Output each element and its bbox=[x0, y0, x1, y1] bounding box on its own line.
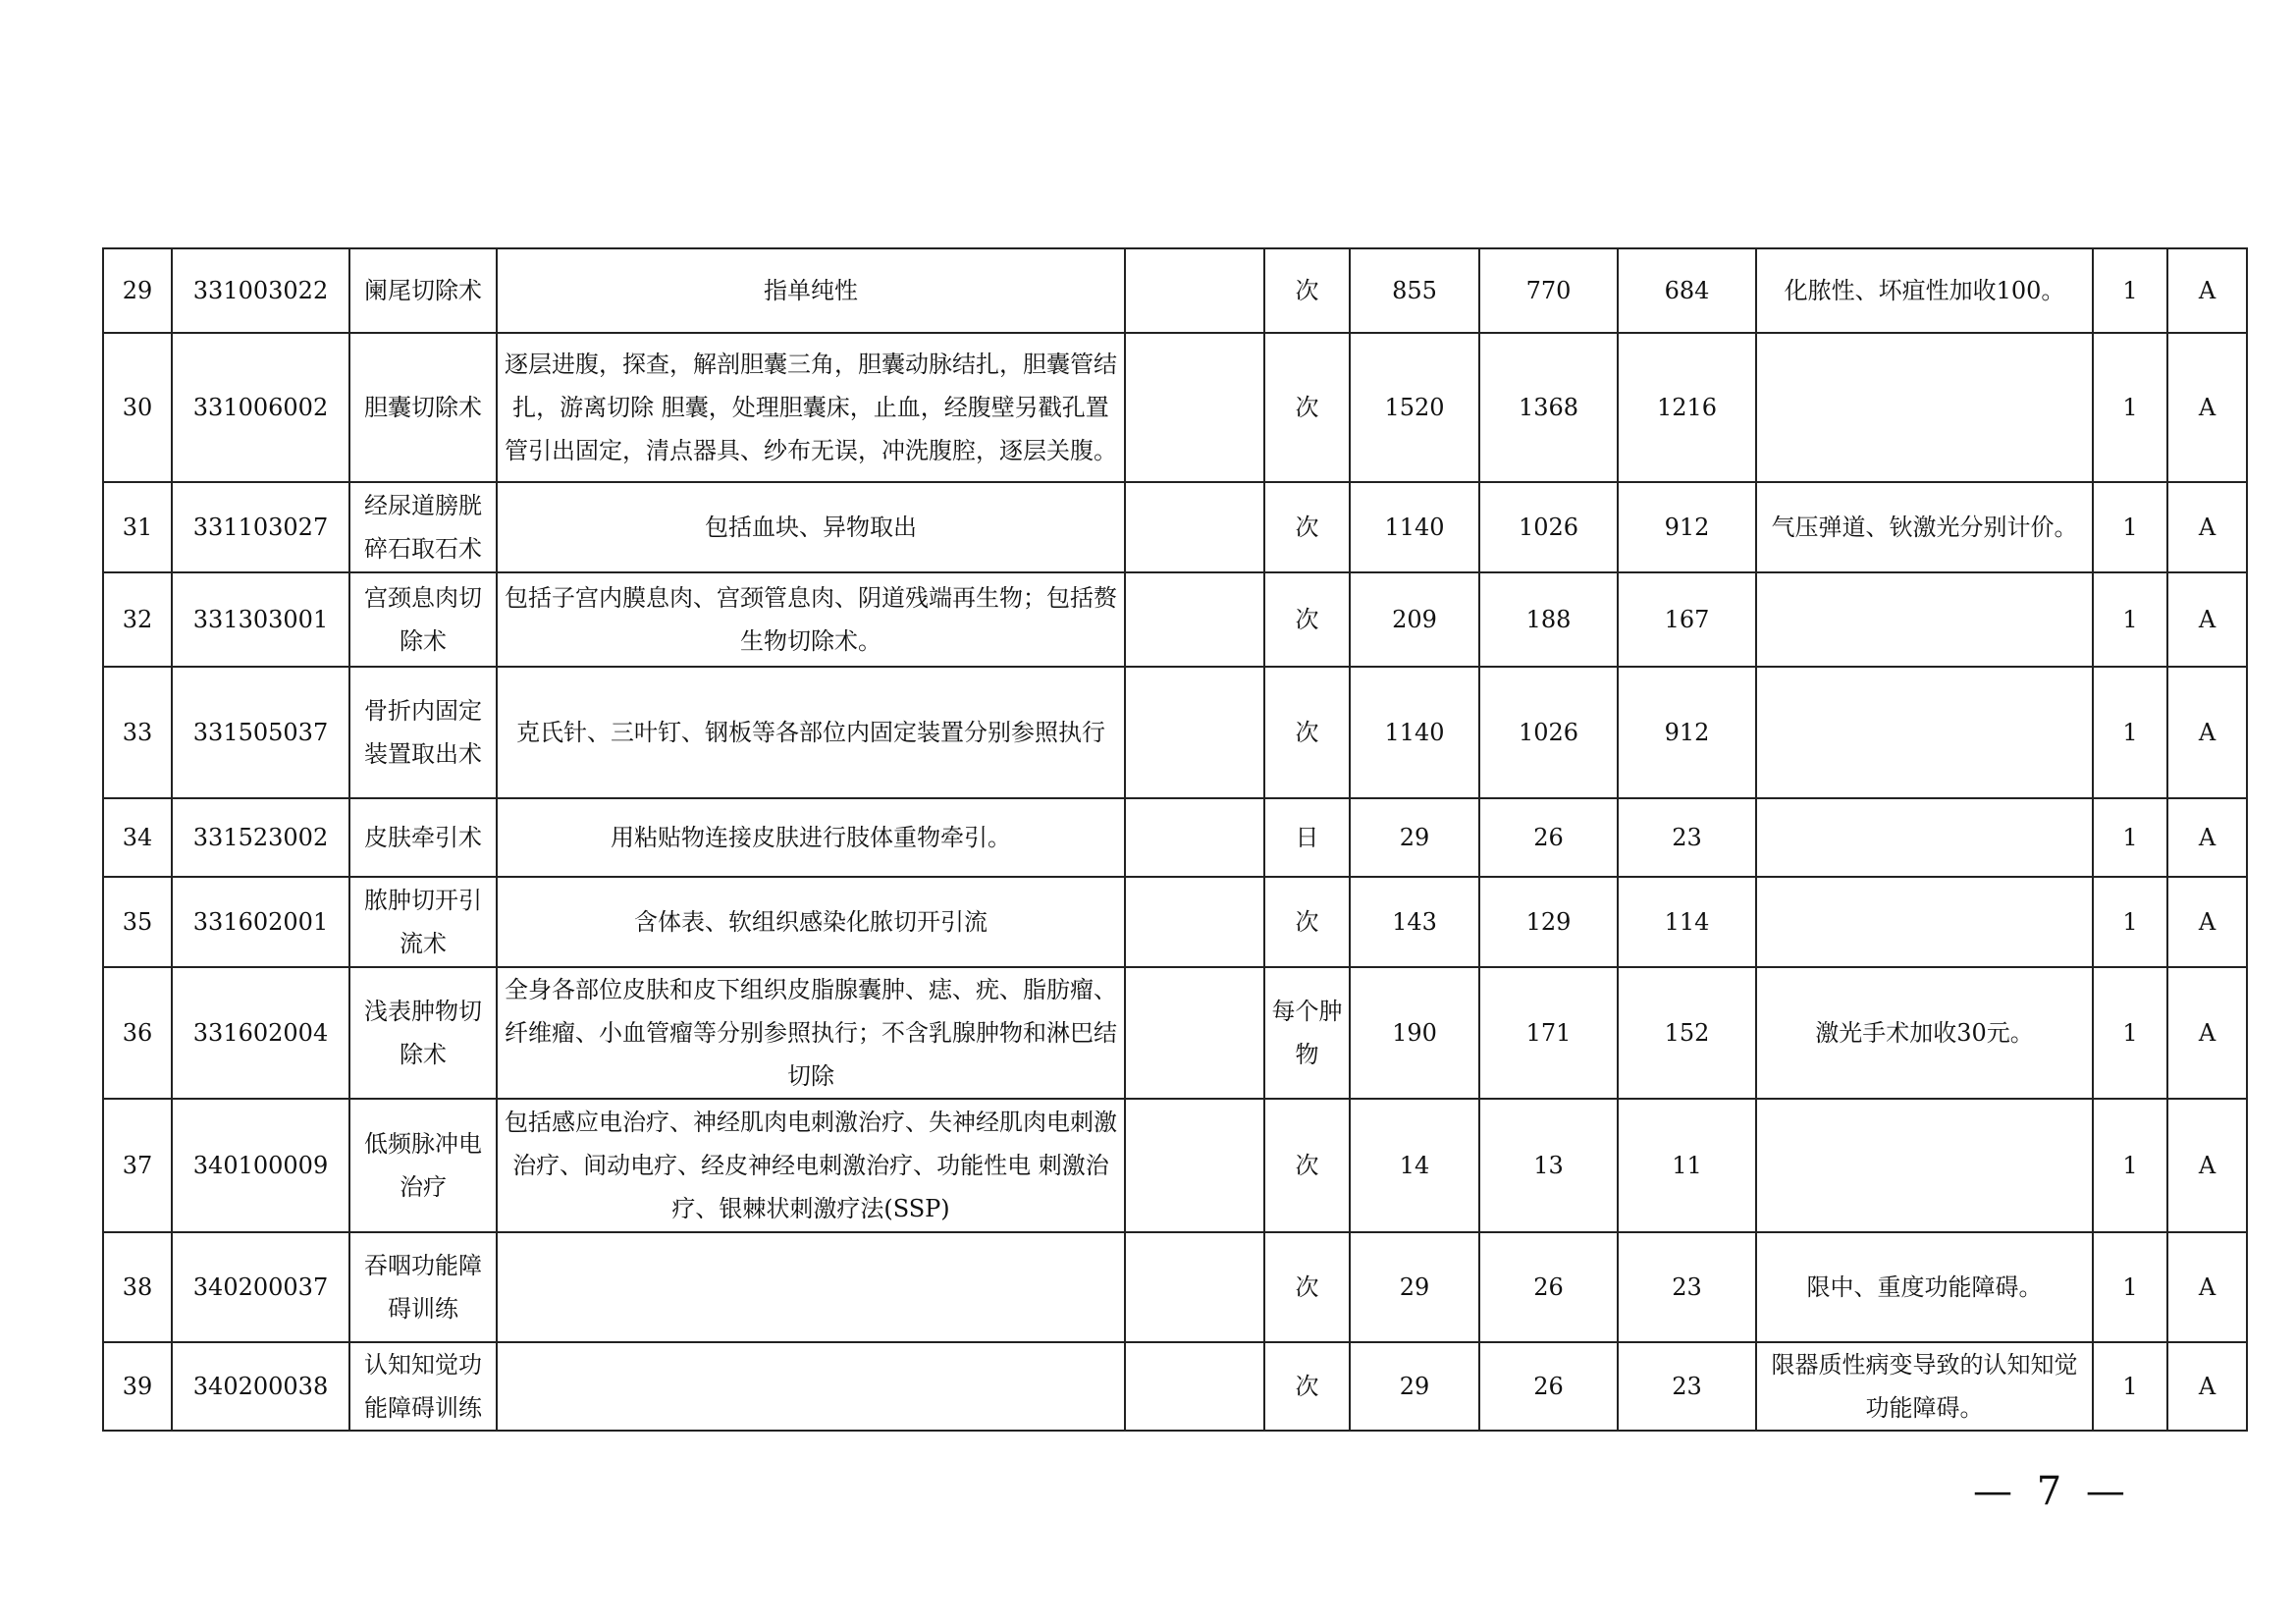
item-name: 宫颈息肉切除术 bbox=[349, 572, 497, 667]
pricing-unit: 次 bbox=[1264, 667, 1350, 798]
item-name: 脓肿切开引流术 bbox=[349, 877, 497, 967]
table-row bbox=[103, 798, 2247, 877]
excluded-content bbox=[1125, 1342, 1264, 1431]
price-level-2: 26 bbox=[1479, 798, 1618, 877]
price-level-2: 171 bbox=[1479, 967, 1618, 1099]
item-note bbox=[1756, 572, 2093, 667]
item-category: 1 bbox=[2093, 572, 2167, 667]
item-code: 331006002 bbox=[172, 333, 349, 482]
price-level-2: 26 bbox=[1479, 1232, 1618, 1342]
item-note: 限器质性病变导致的认知知觉功能障碍。 bbox=[1756, 1342, 2093, 1431]
pricing-unit: 次 bbox=[1264, 482, 1350, 572]
table-body bbox=[103, 248, 2247, 1431]
table-row bbox=[103, 482, 2247, 572]
item-code: 331003022 bbox=[172, 248, 349, 333]
pricing-unit: 日 bbox=[1264, 798, 1350, 877]
pricing-unit: 次 bbox=[1264, 248, 1350, 333]
price-level-1: 1140 bbox=[1350, 667, 1479, 798]
item-note: 限中、重度功能障碍。 bbox=[1756, 1232, 2093, 1342]
item-name: 骨折内固定装置取出术 bbox=[349, 667, 497, 798]
price-level-1: 29 bbox=[1350, 1342, 1479, 1431]
item-content: 克氏针、三叶钉、钢板等各部位内固定装置分别参照执行 bbox=[497, 667, 1125, 798]
item-category: 1 bbox=[2093, 667, 2167, 798]
item-name: 皮肤牵引术 bbox=[349, 798, 497, 877]
row-number: 31 bbox=[103, 482, 172, 572]
item-code: 340100009 bbox=[172, 1099, 349, 1232]
excluded-content bbox=[1125, 877, 1264, 967]
item-grade: A bbox=[2167, 1342, 2247, 1431]
price-level-3: 23 bbox=[1618, 1232, 1756, 1342]
price-level-3: 684 bbox=[1618, 248, 1756, 333]
price-level-3: 912 bbox=[1618, 667, 1756, 798]
item-grade: A bbox=[2167, 1232, 2247, 1342]
table-row bbox=[103, 572, 2247, 667]
item-note bbox=[1756, 333, 2093, 482]
item-note bbox=[1756, 1099, 2093, 1232]
item-category: 1 bbox=[2093, 877, 2167, 967]
pricing-unit: 次 bbox=[1264, 572, 1350, 667]
item-name: 吞咽功能障碍训练 bbox=[349, 1232, 497, 1342]
table-row bbox=[103, 877, 2247, 967]
item-code: 331602001 bbox=[172, 877, 349, 967]
price-level-3: 1216 bbox=[1618, 333, 1756, 482]
excluded-content bbox=[1125, 482, 1264, 572]
item-category: 1 bbox=[2093, 967, 2167, 1099]
price-level-2: 129 bbox=[1479, 877, 1618, 967]
item-note: 化脓性、坏疽性加收100。 bbox=[1756, 248, 2093, 333]
row-number: 30 bbox=[103, 333, 172, 482]
item-code: 331103027 bbox=[172, 482, 349, 572]
item-content: 指单纯性 bbox=[497, 248, 1125, 333]
row-number: 32 bbox=[103, 572, 172, 667]
item-category: 1 bbox=[2093, 798, 2167, 877]
price-level-1: 855 bbox=[1350, 248, 1479, 333]
item-code: 340200037 bbox=[172, 1232, 349, 1342]
item-grade: A bbox=[2167, 667, 2247, 798]
item-content: 包括子宫内膜息肉、宫颈管息肉、阴道残端再生物；包括赘生物切除术。 bbox=[497, 572, 1125, 667]
item-note: 气压弹道、钬激光分别计价。 bbox=[1756, 482, 2093, 572]
price-level-3: 23 bbox=[1618, 1342, 1756, 1431]
excluded-content bbox=[1125, 1099, 1264, 1232]
item-code: 331303001 bbox=[172, 572, 349, 667]
page-number: — 7 — bbox=[1973, 1469, 2131, 1514]
item-content: 含体表、软组织感染化脓切开引流 bbox=[497, 877, 1125, 967]
table-row bbox=[103, 1099, 2247, 1232]
pricing-unit: 次 bbox=[1264, 333, 1350, 482]
pricing-unit: 每个肿物 bbox=[1264, 967, 1350, 1099]
item-code: 331523002 bbox=[172, 798, 349, 877]
price-level-1: 29 bbox=[1350, 1232, 1479, 1342]
item-note: 激光手术加收30元。 bbox=[1756, 967, 2093, 1099]
item-name: 认知知觉功能障碍训练 bbox=[349, 1342, 497, 1431]
price-level-2: 1026 bbox=[1479, 482, 1618, 572]
item-grade: A bbox=[2167, 333, 2247, 482]
price-level-1: 209 bbox=[1350, 572, 1479, 667]
item-name: 浅表肿物切除术 bbox=[349, 967, 497, 1099]
table-row bbox=[103, 333, 2247, 482]
item-grade: A bbox=[2167, 877, 2247, 967]
item-category: 1 bbox=[2093, 1099, 2167, 1232]
item-content: 逐层进腹，探查，解剖胆囊三角，胆囊动脉结扎，胆囊管结扎，游离切除 胆囊，处理胆囊床，止血，经腹壁另戳孔置管引出固定，清点器具、纱布无误，冲洗腹腔，逐层关腹。 bbox=[497, 333, 1125, 482]
price-level-1: 29 bbox=[1350, 798, 1479, 877]
item-code: 331602004 bbox=[172, 967, 349, 1099]
pricing-unit: 次 bbox=[1264, 877, 1350, 967]
table-row bbox=[103, 967, 2247, 1099]
price-level-2: 770 bbox=[1479, 248, 1618, 333]
row-number: 36 bbox=[103, 967, 172, 1099]
price-level-1: 190 bbox=[1350, 967, 1479, 1099]
price-level-2: 13 bbox=[1479, 1099, 1618, 1232]
item-note bbox=[1756, 798, 2093, 877]
row-number: 39 bbox=[103, 1342, 172, 1431]
item-category: 1 bbox=[2093, 248, 2167, 333]
price-level-2: 1368 bbox=[1479, 333, 1618, 482]
item-grade: A bbox=[2167, 798, 2247, 877]
item-content: 用粘贴物连接皮肤进行肢体重物牵引。 bbox=[497, 798, 1125, 877]
excluded-content bbox=[1125, 667, 1264, 798]
price-level-1: 1140 bbox=[1350, 482, 1479, 572]
table-row bbox=[103, 248, 2247, 333]
excluded-content bbox=[1125, 1232, 1264, 1342]
item-content: 包括血块、异物取出 bbox=[497, 482, 1125, 572]
price-table bbox=[102, 247, 2248, 1432]
item-category: 1 bbox=[2093, 333, 2167, 482]
item-name: 胆囊切除术 bbox=[349, 333, 497, 482]
price-level-2: 26 bbox=[1479, 1342, 1618, 1431]
price-level-1: 1520 bbox=[1350, 333, 1479, 482]
item-grade: A bbox=[2167, 482, 2247, 572]
item-grade: A bbox=[2167, 1099, 2247, 1232]
item-category: 1 bbox=[2093, 482, 2167, 572]
price-level-2: 188 bbox=[1479, 572, 1618, 667]
excluded-content bbox=[1125, 333, 1264, 482]
row-number: 38 bbox=[103, 1232, 172, 1342]
price-level-3: 152 bbox=[1618, 967, 1756, 1099]
row-number: 37 bbox=[103, 1099, 172, 1232]
row-number: 33 bbox=[103, 667, 172, 798]
price-level-3: 23 bbox=[1618, 798, 1756, 877]
excluded-content bbox=[1125, 572, 1264, 667]
price-level-3: 114 bbox=[1618, 877, 1756, 967]
table-row bbox=[103, 1342, 2247, 1431]
item-note bbox=[1756, 667, 2093, 798]
item-grade: A bbox=[2167, 967, 2247, 1099]
row-number: 29 bbox=[103, 248, 172, 333]
price-level-3: 167 bbox=[1618, 572, 1756, 667]
price-level-1: 143 bbox=[1350, 877, 1479, 967]
pricing-unit: 次 bbox=[1264, 1342, 1350, 1431]
row-number: 34 bbox=[103, 798, 172, 877]
item-category: 1 bbox=[2093, 1342, 2167, 1431]
excluded-content bbox=[1125, 798, 1264, 877]
item-grade: A bbox=[2167, 248, 2247, 333]
item-content: 全身各部位皮肤和皮下组织皮脂腺囊肿、痣、疣、脂肪瘤、纤维瘤、小血管瘤等分别参照执行；不含乳腺肿物和淋巴结切除 bbox=[497, 967, 1125, 1099]
price-level-3: 912 bbox=[1618, 482, 1756, 572]
row-number: 35 bbox=[103, 877, 172, 967]
table-row bbox=[103, 667, 2247, 798]
pricing-unit: 次 bbox=[1264, 1232, 1350, 1342]
pricing-unit: 次 bbox=[1264, 1099, 1350, 1232]
item-name: 阑尾切除术 bbox=[349, 248, 497, 333]
excluded-content bbox=[1125, 248, 1264, 333]
item-note bbox=[1756, 877, 2093, 967]
item-name: 低频脉冲电治疗 bbox=[349, 1099, 497, 1232]
item-content bbox=[497, 1342, 1125, 1431]
table-row bbox=[103, 1232, 2247, 1342]
item-name: 经尿道膀胱碎石取石术 bbox=[349, 482, 497, 572]
excluded-content bbox=[1125, 967, 1264, 1099]
item-code: 340200038 bbox=[172, 1342, 349, 1431]
price-level-1: 14 bbox=[1350, 1099, 1479, 1232]
item-content bbox=[497, 1232, 1125, 1342]
item-category: 1 bbox=[2093, 1232, 2167, 1342]
item-grade: A bbox=[2167, 572, 2247, 667]
item-code: 331505037 bbox=[172, 667, 349, 798]
price-level-2: 1026 bbox=[1479, 667, 1618, 798]
item-content: 包括感应电治疗、神经肌肉电刺激治疗、失神经肌肉电刺激治疗、间动电疗、经皮神经电刺激治疗、功能性电 刺激治疗、银棘状刺激疗法(SSP) bbox=[497, 1099, 1125, 1232]
price-level-3: 11 bbox=[1618, 1099, 1756, 1232]
